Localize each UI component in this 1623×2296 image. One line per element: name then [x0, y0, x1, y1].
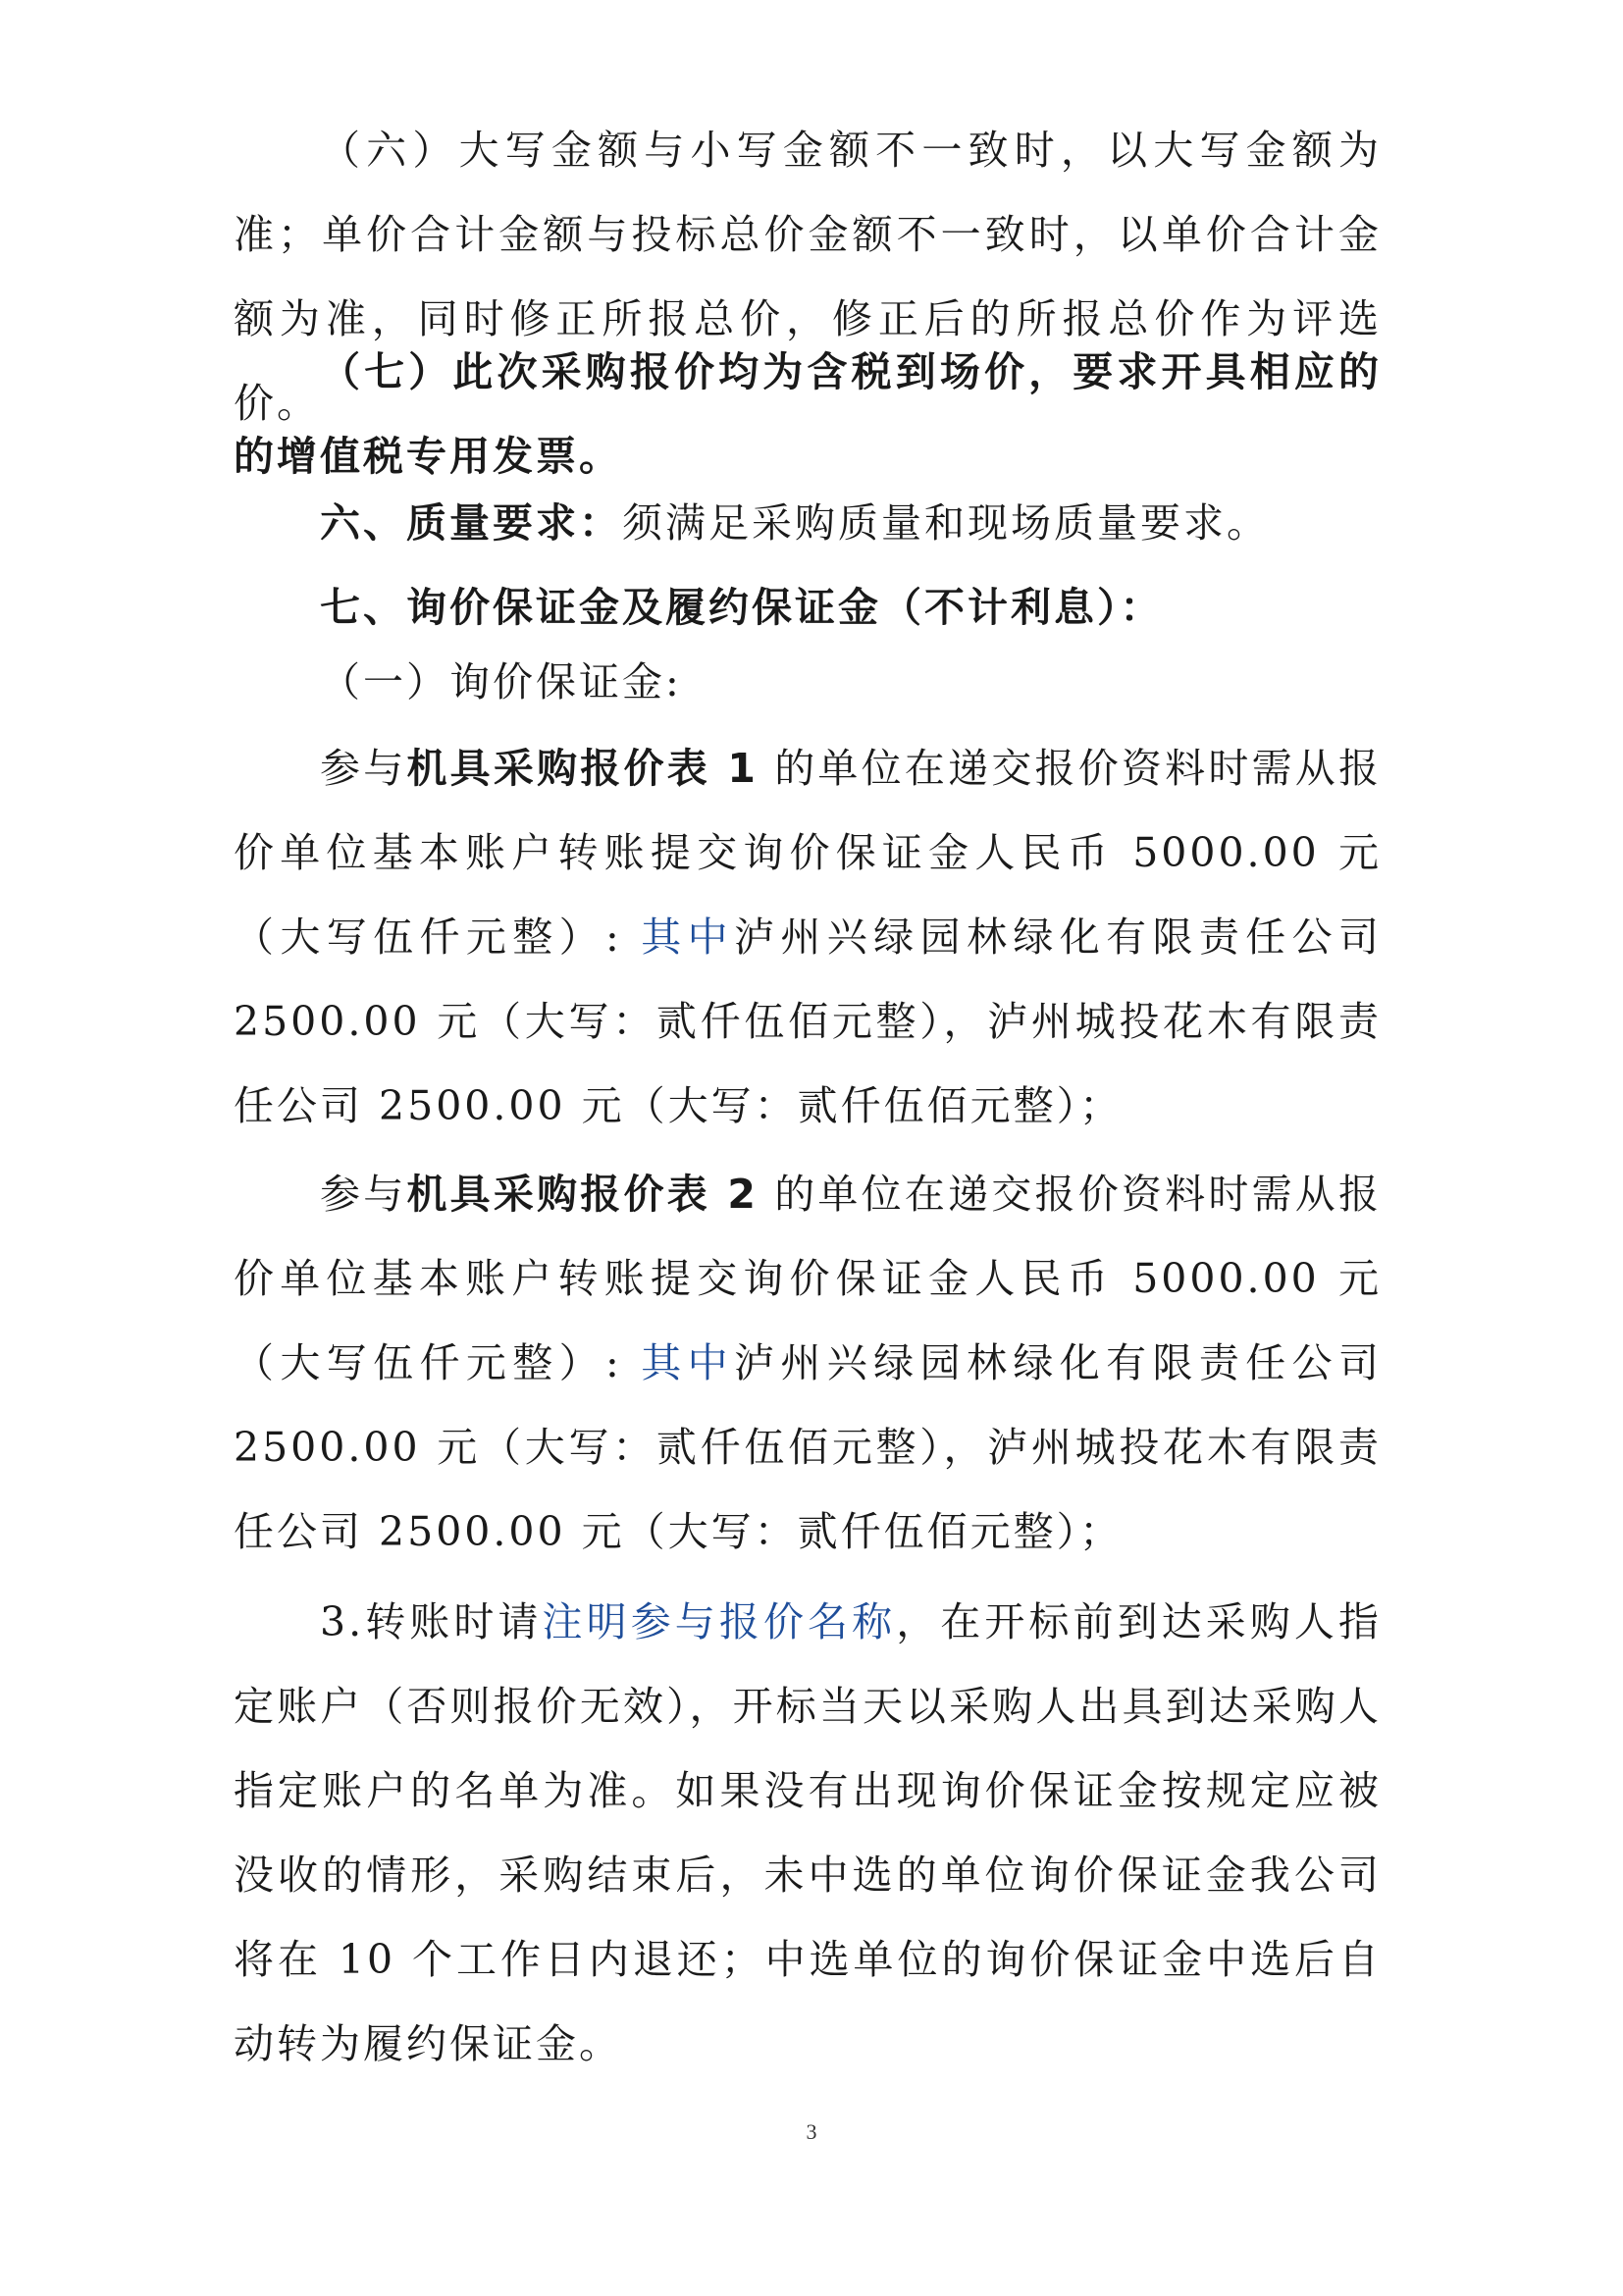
paragraph-table1-deposit [234, 726, 1382, 1148]
page-number: 3 [806, 2119, 817, 2144]
quality-text: 须满足采购质量和现场质量要求。 [622, 499, 1270, 547]
quality-label: 六、质量要求： [320, 499, 622, 547]
table1-name: 机具采购报价表 1 [406, 745, 759, 792]
paragraph-table2-deposit [234, 1152, 1382, 1574]
section-quality-requirements [234, 481, 1382, 565]
transfer-blue: 注明参与报价名称 [542, 1598, 897, 1645]
transfer-pre: 3.转账时请 [320, 1598, 543, 1645]
table2-post: 泸州兴绿园林绿化有限责任公司 2500.00 元（大写：贰仟伍佰元整），泸州城投花木有限责任公司 2500.00 元（大写：贰仟伍佰元整）； [234, 1339, 1382, 1555]
transfer-post: ，在开标前到达采购人指定账户（否则报价无效），开标当天以采购人出具到达采购人指定账户的名单为准。如果没有出现询价保证金按规定应被没收的情形，采购结束后，未中选的单位询价保证金我公司将在 10 个工作日内退还；中选单位的询价保证金中选后自动转为履约保证金。 [234, 1598, 1383, 2067]
section-deposit-heading [234, 565, 1382, 650]
table1-blue: 其中 [621, 913, 735, 961]
table2-mid: 的单位在递交报价资料时需从报价单位基本账户转账提交询价保证金人民币 5000.00 元（大写伍仟元整）: [234, 1171, 1383, 1386]
subsection-inquiry-deposit [234, 640, 1382, 724]
paragraph-tax-invoice [234, 330, 1382, 498]
inquiry-deposit-heading: （一）询价保证金: [320, 658, 682, 705]
table1-pre: 参与 [320, 745, 407, 792]
table1-mid: 的单位在递交报价资料时需从报价单位基本账户转账提交询价保证金人民币 5000.00 元（大写伍仟元整）: [234, 745, 1383, 961]
price-discrepancy-text: （六）大写金额与小写金额不一致时，以大写金额为准；单价合计金额与投标总价金额不一致时，以单价合计金额为准，同时修正所报总价，修正后的所报总价作为评选价。 [234, 127, 1382, 427]
deposit-heading-text: 七、询价保证金及履约保证金（不计利息）： [320, 584, 1164, 631]
table2-pre: 参与 [320, 1171, 407, 1218]
table1-post: 泸州兴绿园林绿化有限责任公司 2500.00 元（大写：贰仟伍佰元整），泸州城投花木有限责任公司 2500.00 元（大写：贰仟伍佰元整）； [234, 913, 1382, 1129]
paragraph-transfer-notes [234, 1580, 1382, 2086]
table2-blue: 其中 [621, 1339, 735, 1386]
tax-invoice-text: （七）此次采购报价均为含税到场价，要求开具相应的的增值税专用发票。 [234, 348, 1382, 480]
table2-name: 机具采购报价表 2 [406, 1171, 759, 1218]
